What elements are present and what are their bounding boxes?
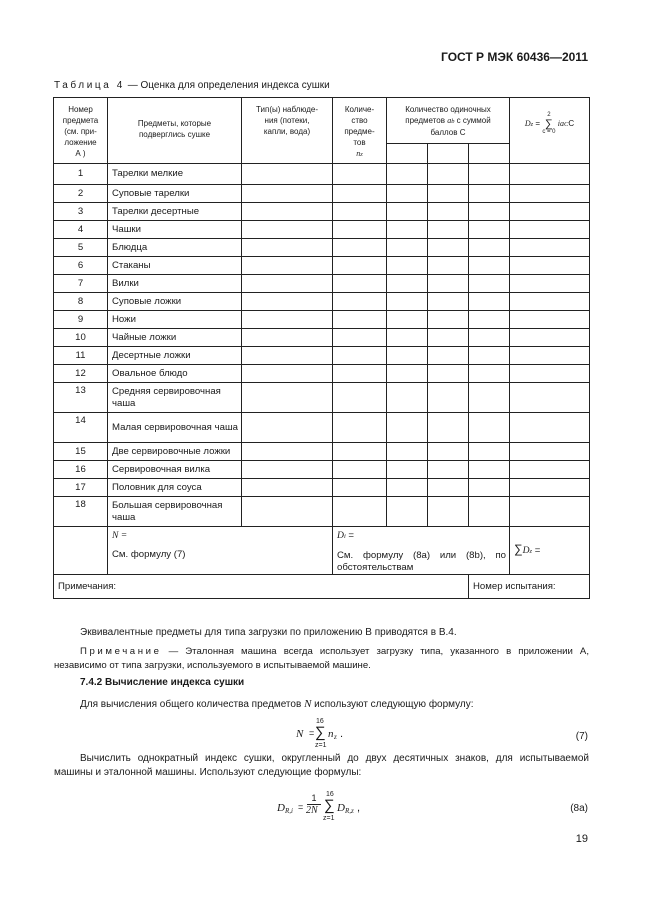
row-number: 8 <box>54 293 108 311</box>
row-item: Половник для соуса <box>108 479 242 497</box>
note-label: Примечание <box>80 646 162 657</box>
header-items: Предметы, которые подверглись сушке <box>108 98 242 164</box>
formula-8a-number: (8а) <box>570 803 588 814</box>
row-number: 3 <box>54 203 108 221</box>
row-item: Средняя сервировочная чаша <box>108 383 242 413</box>
row-number: 1 <box>54 164 108 185</box>
row-item: Тарелки мелкие <box>108 164 242 185</box>
row-number: 14 <box>54 413 108 443</box>
row-number: 11 <box>54 347 108 365</box>
table-caption <box>54 80 330 91</box>
row-number: 5 <box>54 239 108 257</box>
total-sum-cell: ∑Dz = <box>510 527 590 575</box>
standard-designation: ГОСТ Р МЭК 60436—2011 <box>441 50 588 64</box>
header-single-items-quantity: Количество одиночных предметов ab с суммой баллов С <box>387 98 510 144</box>
notes-cell: Примечания: <box>54 575 469 599</box>
header-dz-formula: Dz = 2 ∑ c = 0 iaCC <box>510 98 590 164</box>
row-item: Сервировочная вилка <box>108 461 242 479</box>
row-number: 7 <box>54 275 108 293</box>
row-item: Чайные ложки <box>108 329 242 347</box>
row-number: 12 <box>54 365 108 383</box>
row-number: 6 <box>54 257 108 275</box>
row-item: Ножи <box>108 311 242 329</box>
row-number: 4 <box>54 221 108 239</box>
row-item: Стаканы <box>108 257 242 275</box>
formula-7-number: (7) <box>575 731 588 742</box>
row-item: Суповые тарелки <box>108 185 242 203</box>
header-score-col-2 <box>428 144 469 164</box>
section-heading: 7.4.2 Вычисление индекса сушки <box>80 677 245 688</box>
row-number: 10 <box>54 329 108 347</box>
row-number: 2 <box>54 185 108 203</box>
row-item: Чашки <box>108 221 242 239</box>
total-d-cell: Di = См. формулу (8а) или (8b), по обстоятельствам <box>333 527 510 575</box>
row-number: 9 <box>54 311 108 329</box>
row-number: 15 <box>54 443 108 461</box>
note-paragraph <box>54 645 589 673</box>
header-score-col-3 <box>469 144 510 164</box>
note-text: — Эталонная машина всегда использует загрузку типа, указанного в приложении А, независимо от типа загрузки, используемого в испытываемой машине. <box>54 646 589 671</box>
evaluation-table <box>53 97 590 599</box>
paragraph-total-items: Для вычисления общего количества предметов N используют следующую формулу: <box>80 698 474 710</box>
row-item: Малая сервировочная чаша <box>108 413 242 443</box>
paragraph-equivalent-items: Эквивалентные предметы для типа загрузки по приложению В приводятся в В.4. <box>80 627 457 638</box>
test-number-cell: Номер испытания: <box>469 575 590 599</box>
row-item: Десертные ложки <box>108 347 242 365</box>
table-caption-label: Таблица 4 <box>54 80 125 91</box>
header-count: Количе- ство предме- тов nz <box>333 98 387 164</box>
row-item: Две сервировочные ложки <box>108 443 242 461</box>
header-score-col-1 <box>387 144 428 164</box>
row-number: 16 <box>54 461 108 479</box>
table-caption-text: — Оценка для определения индекса сушки <box>124 80 330 91</box>
row-item: Тарелки десертные <box>108 203 242 221</box>
row-item: Блюдца <box>108 239 242 257</box>
row-item: Овальное блюдо <box>108 365 242 383</box>
header-observation-type: Тип(ы) наблюде- ния (потеки, капли, вода) <box>242 98 333 164</box>
paragraph-drying-index: Вычислить однократный индекс сушки, округленный до двух десятичных знаков, для испытываемой машины и эталонной машины. Используют следующие формулы: <box>54 753 589 778</box>
row-number: 13 <box>54 383 108 413</box>
row-item: Большая сервировочная чаша <box>108 497 242 527</box>
page-number: 19 <box>575 833 588 845</box>
row-item: Вилки <box>108 275 242 293</box>
header-item-number: Номер предмета (см. при- ложение А ) <box>54 98 108 164</box>
total-n-cell: N = См. формулу (7) <box>108 527 333 575</box>
row-number: 18 <box>54 497 108 527</box>
row-number: 17 <box>54 479 108 497</box>
total-row-empty <box>54 527 108 575</box>
row-item: Суповые ложки <box>108 293 242 311</box>
